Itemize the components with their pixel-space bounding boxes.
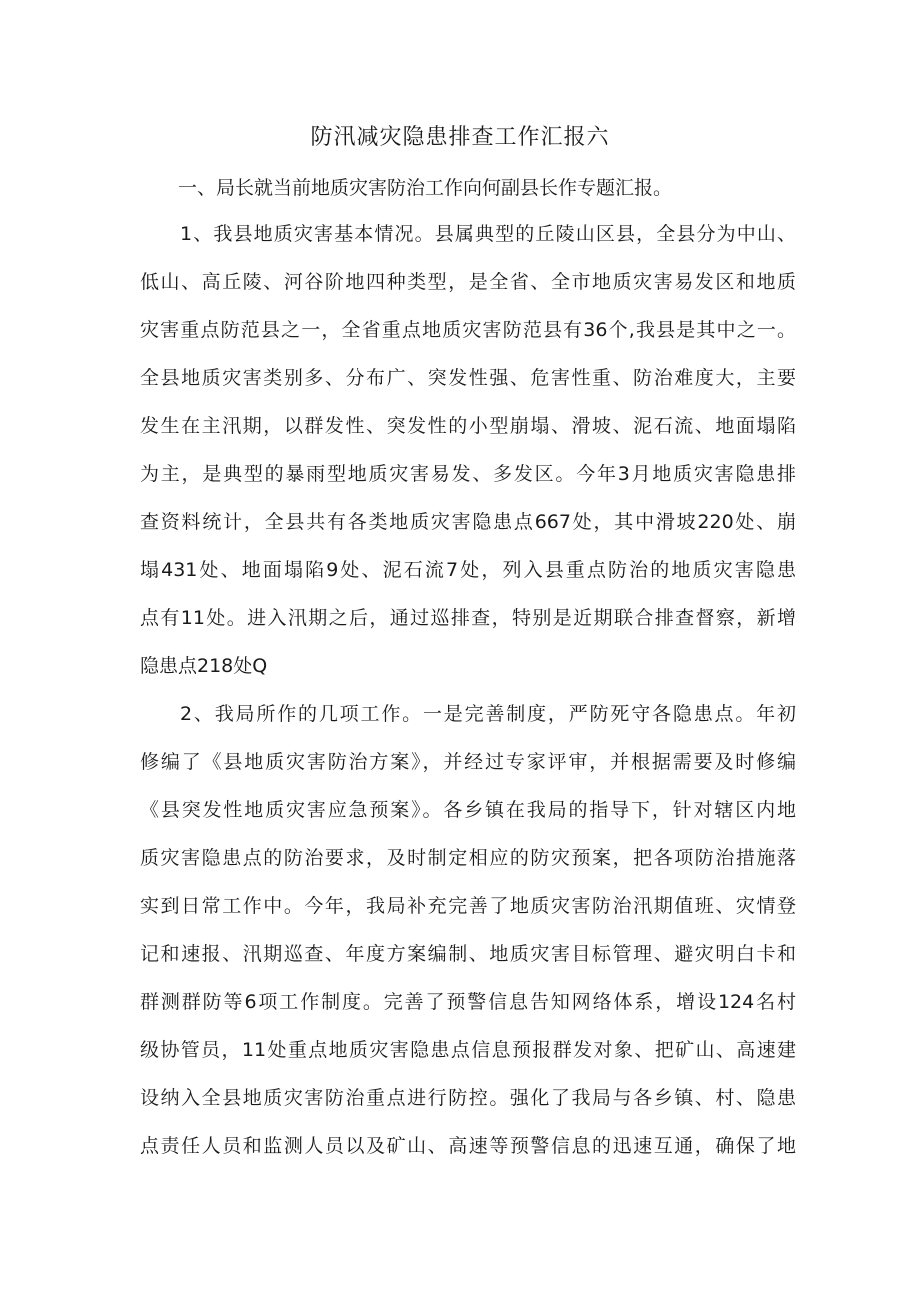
paragraph-line [0, 700, 920, 728]
line-text: 点有11处。进入汛期之后，通过巡排查，特别是近期联合排查督察，新增 [140, 607, 796, 629]
paragraph-line [0, 1132, 920, 1160]
line-text: 修编了《县地质灾害防治方案》，并经过专家评审，并根据需要及时修编 [140, 751, 796, 773]
paragraph-line [0, 316, 920, 344]
paragraph-line [0, 508, 920, 536]
line-text: 记和速报、汛期巡查、年度方案编制、地质灾害目标管理、避灾明白卡和 [140, 943, 796, 965]
paragraph-line [0, 364, 920, 392]
paragraph-line [0, 174, 920, 202]
line-text: 塌431处、地面塌陷9处、泥石流7处，列入县重点防治的地质灾害隐患 [140, 559, 796, 581]
line-text: 全县地质灾害类别多、分布广、突发性强、危害性重、防治难度大，主要 [140, 367, 796, 389]
paragraph-line [0, 1084, 920, 1112]
paragraph-line [0, 652, 920, 680]
line-text: 1、我县地质灾害基本情况。县属典型的丘陵山区县，全县分为中山、 [180, 223, 796, 245]
line-text: 实到日常工作中。今年，我局补充完善了地质灾害防治汛期值班、灾情登 [140, 895, 796, 917]
line-text: 设纳入全县地质灾害防治重点进行防控。强化了我局与各乡镇、村、隐患 [140, 1087, 796, 1109]
paragraph-line [0, 220, 920, 248]
line-text: 一、局长就当前地质灾害防治工作向何副县长作专题汇报。 [178, 177, 673, 199]
paragraph-line [0, 556, 920, 584]
line-text: 《县突发性地质灾害应急预案》。各乡镇在我局的指导下，针对辖区内地 [140, 799, 796, 821]
line-text: 低山、高丘陵、河谷阶地四种类型，是全省、全市地质灾害易发区和地质 [140, 271, 796, 293]
line-text: 2、我局所作的几项工作。一是完善制度，严防死守各隐患点。年初 [180, 703, 796, 725]
paragraph-line [0, 988, 920, 1016]
paragraph-line [0, 892, 920, 920]
line-text: 点责任人员和监测人员以及矿山、高速等预警信息的迅速互通，确保了地 [140, 1135, 796, 1157]
line-text: 级协管员，11处重点地质灾害隐患点信息预报群发对象、把矿山、高速建 [140, 1039, 796, 1061]
document-title: 防汛减灾隐患排查工作汇报六 [310, 125, 610, 150]
paragraph-line [0, 796, 920, 824]
paragraph-line [0, 1036, 920, 1064]
line-text: 隐患点218处Q [140, 655, 268, 677]
line-text: 为主，是典型的暴雨型地质灾害易发、多发区。今年3月地质灾害隐患排 [140, 463, 796, 485]
line-text: 灾害重点防范县之一，全省重点地质灾害防范县有36个,我县是其中之一。 [140, 319, 796, 341]
paragraph-line [0, 940, 920, 968]
paragraph-line [0, 604, 920, 632]
paragraph-line [0, 268, 920, 296]
paragraph-line [0, 412, 920, 440]
line-text: 查资料统计，全县共有各类地质灾害隐患点667处，其中滑坡220处、崩 [140, 511, 796, 533]
paragraph-line [0, 748, 920, 776]
line-text: 发生在主汛期，以群发性、突发性的小型崩塌、滑坡、泥石流、地面塌陷 [140, 415, 796, 437]
line-text: 群测群防等6项工作制度。完善了预警信息告知网络体系，增设124名村 [140, 991, 796, 1013]
line-text: 质灾害隐患点的防治要求，及时制定相应的防灾预案，把各项防治措施落 [140, 847, 796, 869]
paragraph-line [0, 844, 920, 872]
paragraph-line [0, 460, 920, 488]
